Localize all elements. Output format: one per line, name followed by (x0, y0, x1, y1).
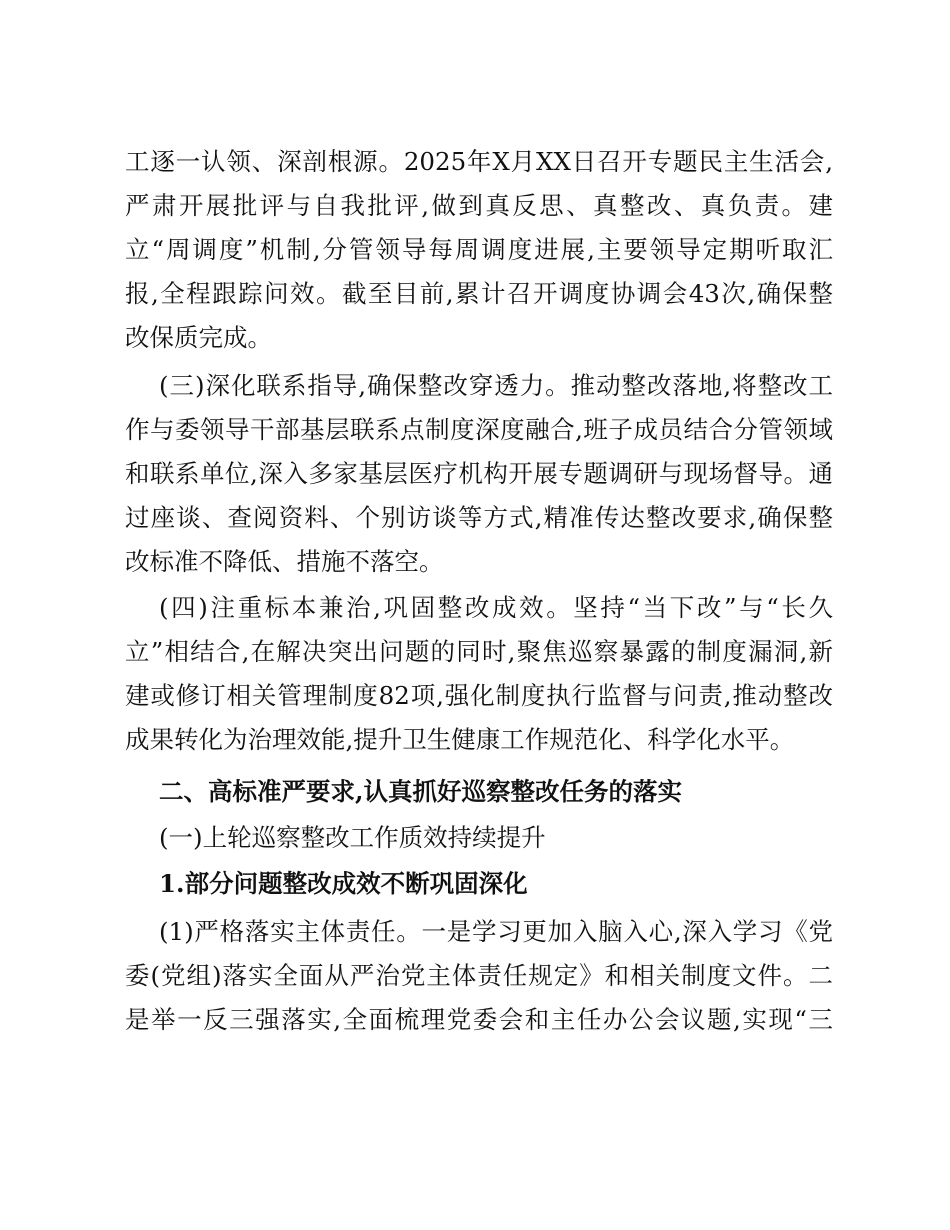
body-line-2: 严肃开展批评与自我批评,做到真反思、真整改、真负责。建 (125, 191, 833, 220)
body-line-1: 工逐一认领、深剖根源。2025年X月XX日召开专题民主生活会, (125, 147, 833, 176)
body-line-7: 作与委领导干部基层联系点制度深度融合,班子成员结合分管领域 (125, 415, 833, 444)
body-line-12: 立”相结合,在解决突出问题的同时,聚焦巡察暴露的制度漏洞,新 (125, 637, 833, 666)
body-line-13: 建或修订相关管理制度82项,强化制度执行监督与问责,推动整改 (125, 681, 833, 710)
body-line-4: 报,全程跟踪问效。截至目前,累计召开调度协调会43次,确保整 (125, 279, 833, 308)
body-line-10: 改标准不降低、措施不落空。 (125, 547, 444, 576)
subsection-heading-one: (一)上轮巡察整改工作质效持续提升 (159, 823, 546, 852)
section-heading-two: 二、高标准严要求,认真抓好巡察整改任务的落实 (159, 777, 683, 806)
paragraph-item-1: (1)严格落实主体责任。一是学习更加入脑入心,深入学习《党 (159, 917, 833, 946)
body-line-19: 委(党组)落实全面从严治党主体责任规定》和相关制度文件。二 (125, 961, 833, 990)
body-line-14: 成果转化为治理效能,提升卫生健康工作规范化、科学化水平。 (125, 725, 795, 754)
body-line-5: 改保质完成。 (125, 323, 272, 352)
paragraph-heading-three: (三)深化联系指导,确保整改穿透力。推动整改落地,将整改工 (159, 371, 833, 400)
body-line-20: 是举一反三强落实,全面梳理党委会和主任办公会议题,实现“三 (125, 1005, 833, 1034)
body-line-3: 立“周调度”机制,分管领导每周调度进展,主要领导定期听取汇 (125, 235, 833, 264)
paragraph-heading-four: (四)注重标本兼治,巩固整改成效。坚持“当下改”与“长久 (159, 593, 833, 622)
body-line-8: 和联系单位,深入多家基层医疗机构开展专题调研与现场督导。通 (125, 459, 833, 488)
item-heading-1: 1.部分问题整改成效不断巩固深化 (159, 869, 528, 898)
body-line-9: 过座谈、查阅资料、个别访谈等方式,精准传达整改要求,确保整 (125, 503, 833, 532)
